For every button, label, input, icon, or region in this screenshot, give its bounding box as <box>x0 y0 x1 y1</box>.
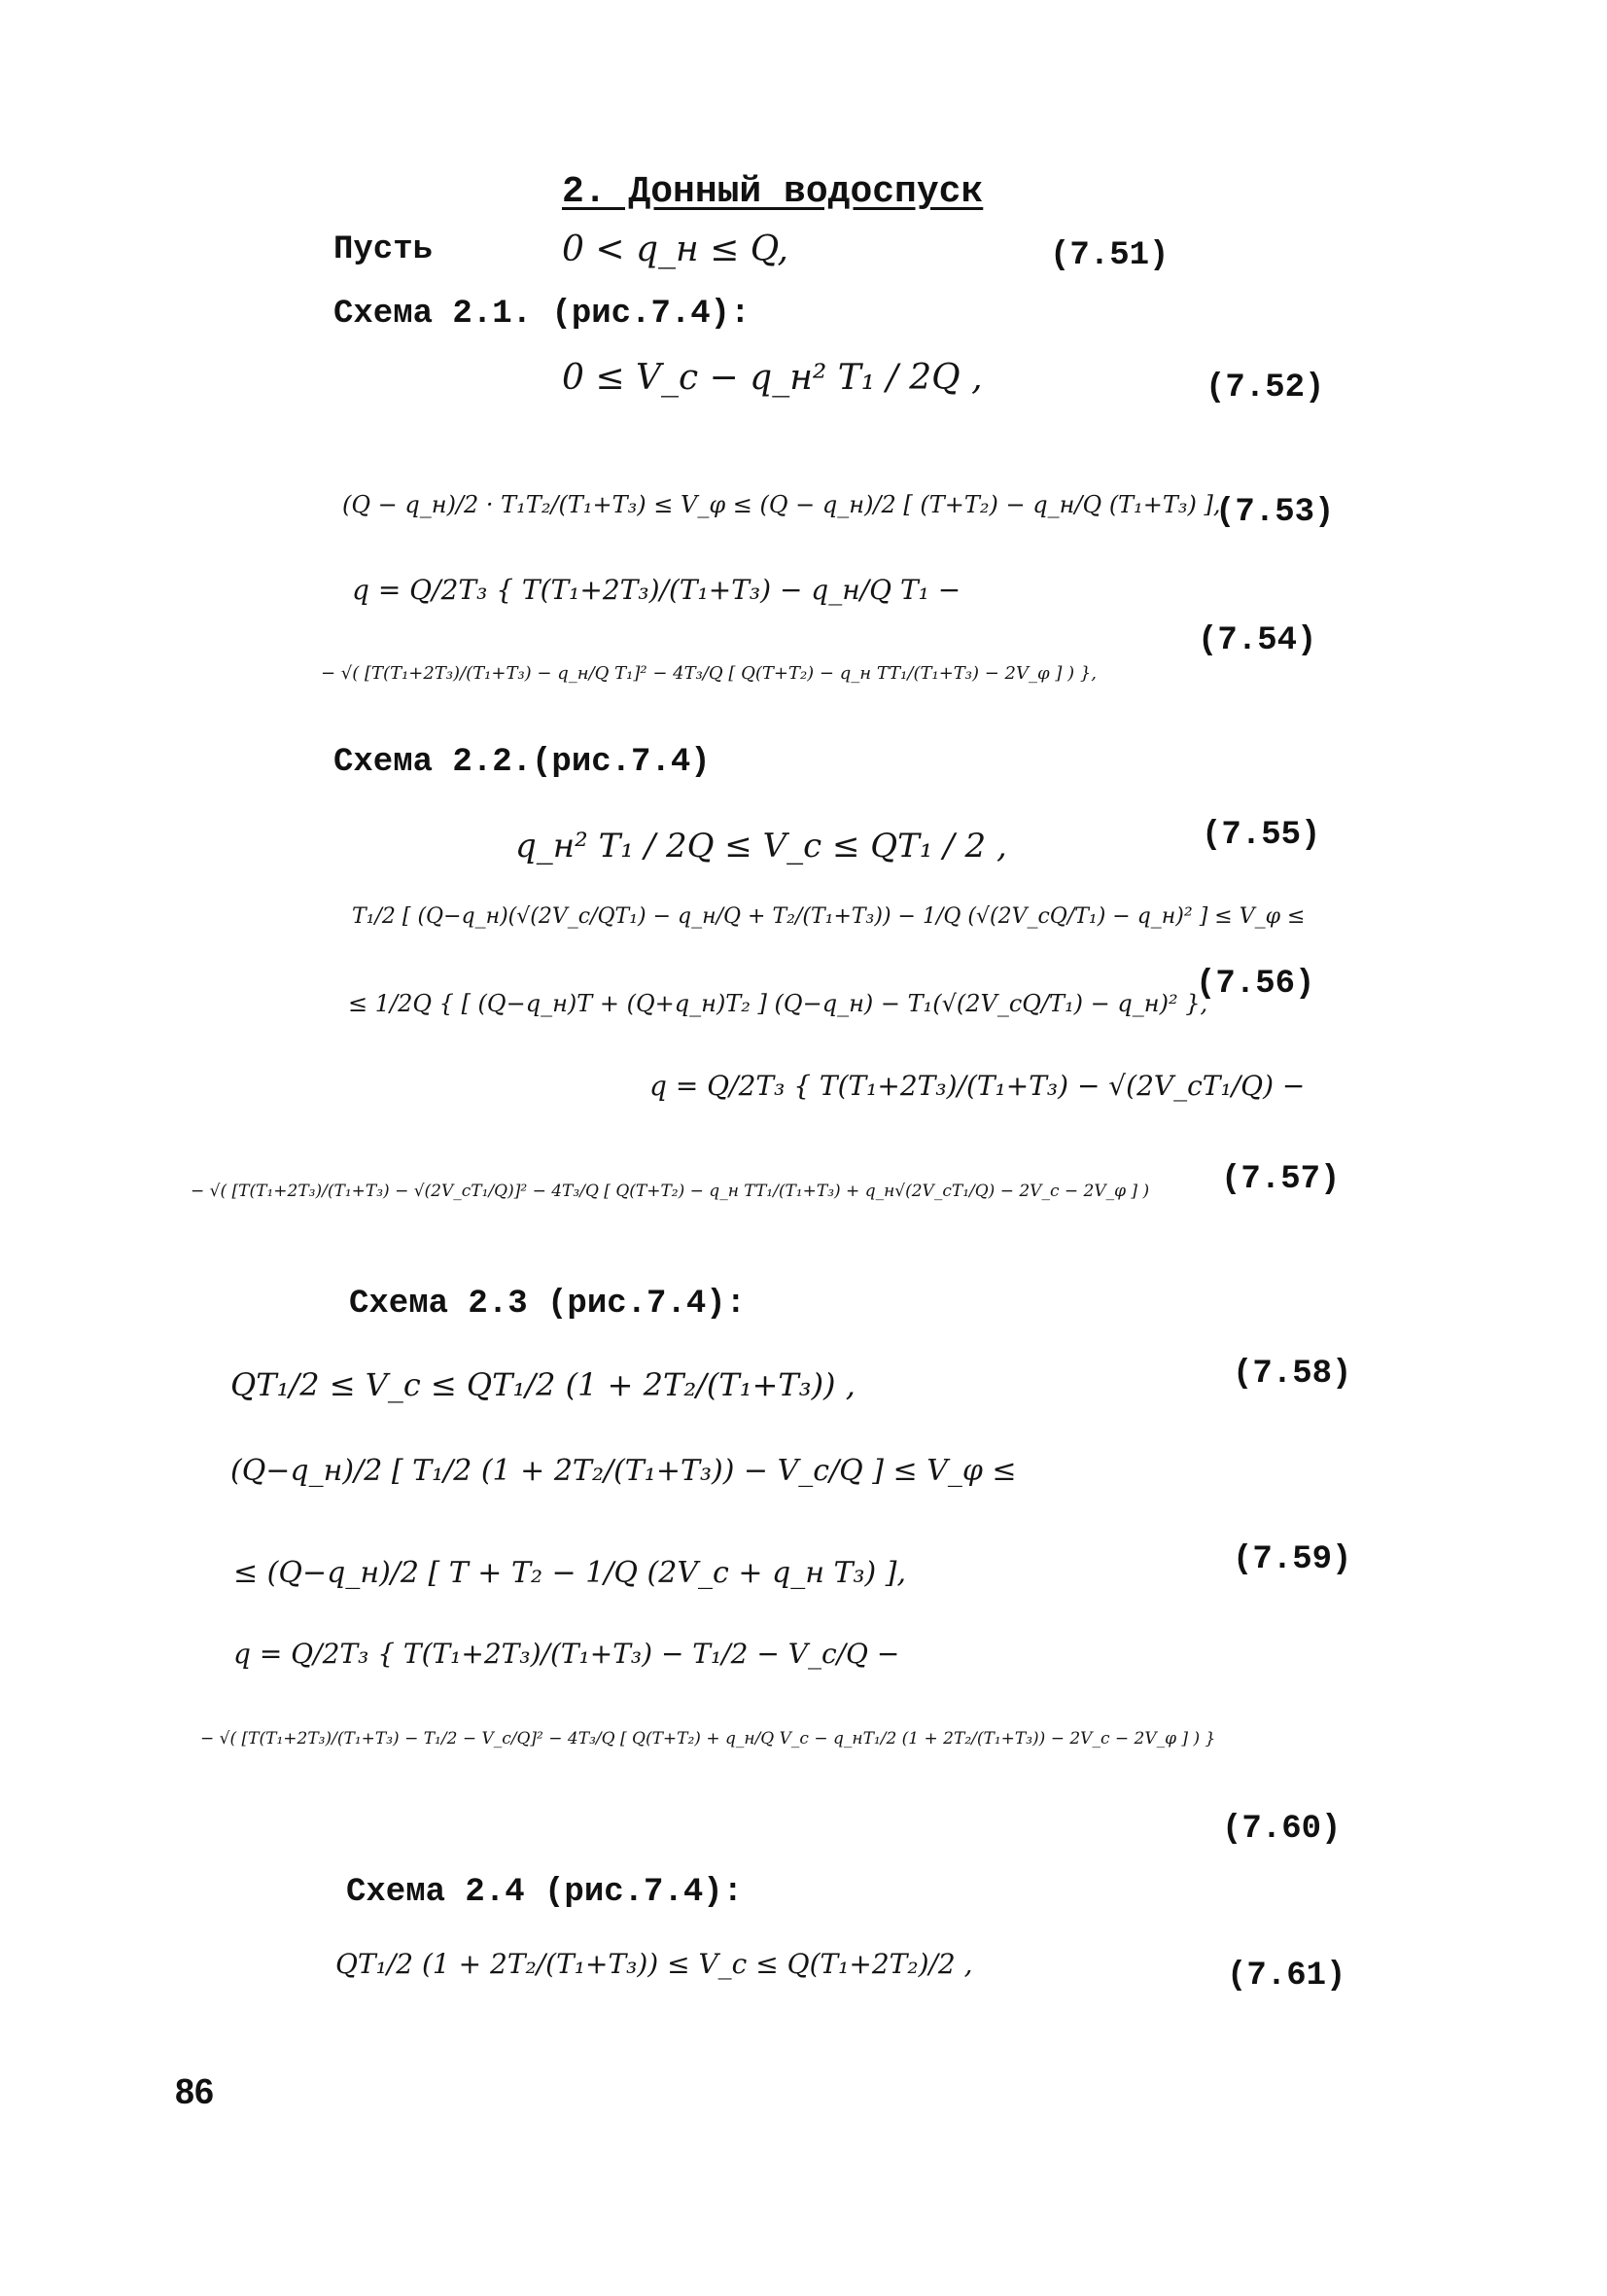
text-pust: Пусть <box>333 231 434 268</box>
equation-number-7-58: (7.58) <box>1233 1356 1352 1393</box>
formula-7-61: QT₁/2 (1 + 2T₂/(T₁+T₃)) ≤ V_c ≤ Q(T₁+2T₂)/2 , <box>335 1948 973 1980</box>
equation-number-7-52: (7.52) <box>1205 370 1325 406</box>
formula-7-58: QT₁/2 ≤ V_c ≤ QT₁/2 (1 + 2T₂/(T₁+T₃)) , <box>230 1366 856 1403</box>
scheme-2-4-heading: Схема 2.4 (рис.7.4): <box>346 1874 744 1911</box>
section-title: 2. Донный водоспуск <box>562 171 984 213</box>
equation-number-7-51: (7.51) <box>1050 237 1170 274</box>
formula-7-57-line-2: − √( [T(T₁+2T₃)/(T₁+T₃) − √(2V_cT₁/Q)]² − 4T₃/Q [ Q(T+T₂) − q_н TT₁/(T₁+T₃) + q_н√(2V_cT₁/Q) − 2V_c − 2V_φ ] ) <box>191 1182 1150 1201</box>
equation-number-7-53: (7.53) <box>1215 494 1335 531</box>
equation-number-7-60: (7.60) <box>1222 1811 1342 1848</box>
equation-number-7-59: (7.59) <box>1233 1541 1352 1578</box>
equation-number-7-56: (7.56) <box>1196 966 1315 1003</box>
formula-7-56-line-1: T₁/2 [ (Q−q_н)(√(2V_c/QT₁) − q_н/Q + T₂/(T₁+T₃)) − 1/Q (√(2V_cQ/T₁) − q_н)² ] ≤ V_φ ≤ <box>352 904 1306 929</box>
formula-7-56-line-2: ≤ 1/2Q { [ (Q−q_н)T + (Q+q_н)T₂ ] (Q−q_н) − T₁(√(2V_cQ/T₁) − q_н)² }, <box>348 990 1208 1017</box>
formula-7-54-line-2: − √( [T(T₁+2T₃)/(T₁+T₃) − q_н/Q T₁]² − 4T₃/Q [ Q(T+T₂) − q_н TT₁/(T₁+T₃) − 2V_φ ] ) }, <box>321 663 1097 684</box>
formula-7-52: 0 ≤ V_c − q_н² T₁ / 2Q , <box>562 358 983 398</box>
formula-7-59-line-2: ≤ (Q−q_н)/2 [ T + T₂ − 1/Q (2V_c + q_н T₃) ], <box>233 1556 907 1590</box>
scheme-2-3-heading: Схема 2.3 (рис.7.4): <box>349 1286 747 1323</box>
equation-number-7-57: (7.57) <box>1221 1161 1341 1198</box>
formula-7-59-line-1: (Q−q_н)/2 [ T₁/2 (1 + 2T₂/(T₁+T₃)) − V_c/Q ] ≤ V_φ ≤ <box>230 1454 1017 1488</box>
formula-7-60-line-2: − √( [T(T₁+2T₃)/(T₁+T₃) − T₁/2 − V_c/Q]² − 4T₃/Q [ Q(T+T₂) + q_н/Q V_c − q_нT₁/2 (1 + 2T₂/(T₁+T₃)) − 2V_c − 2V_φ ] ) } <box>200 1729 1216 1748</box>
formula-7-60-line-1: q = Q/2T₃ { T(T₁+2T₃)/(T₁+T₃) − T₁/2 − V_c/Q − <box>233 1638 900 1670</box>
formula-7-51: 0 < q_н ≤ Q, <box>562 230 788 269</box>
equation-number-7-55: (7.55) <box>1202 817 1321 854</box>
formula-7-53: (Q − q_н)/2 · T₁T₂/(T₁+T₃) ≤ V_φ ≤ (Q − q_н)/2 [ (T+T₂) − q_н/Q (T₁+T₃) ], <box>342 491 1221 518</box>
scheme-2-1-heading: Схема 2.1. (рис.7.4): <box>333 296 751 333</box>
equation-number-7-54: (7.54) <box>1198 622 1317 659</box>
page-number: 86 <box>175 2071 215 2111</box>
formula-7-57-line-1: q = Q/2T₃ { T(T₁+2T₃)/(T₁+T₃) − √(2V_cT₁/Q) − <box>649 1070 1306 1102</box>
equation-number-7-61: (7.61) <box>1227 1958 1346 1995</box>
scheme-2-2-heading: Схема 2.2.(рис.7.4) <box>333 744 711 781</box>
formula-7-54-line-1: q = Q/2T₃ { T(T₁+2T₃)/(T₁+T₃) − q_н/Q T₁ − <box>352 574 961 606</box>
formula-7-55: q_н² T₁ / 2Q ≤ V_c ≤ QT₁ / 2 , <box>515 827 1007 865</box>
